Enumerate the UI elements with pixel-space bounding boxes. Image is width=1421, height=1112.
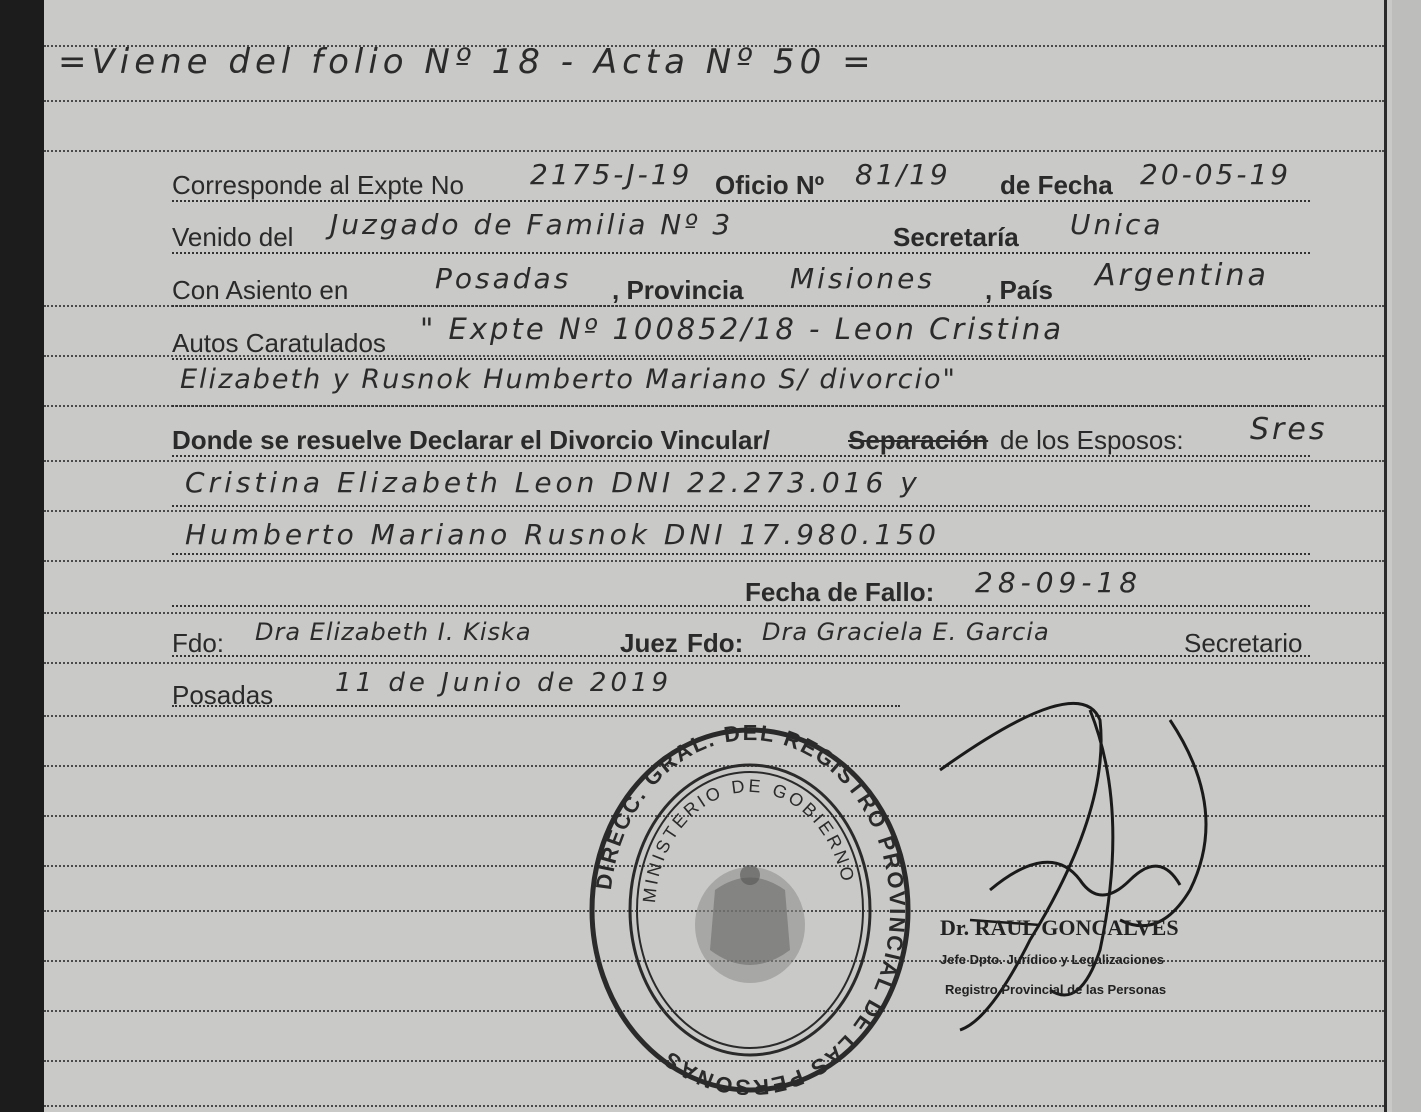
autos-line2: Elizabeth y Rusnok Humberto Mariano S/ divorcio" bbox=[180, 364, 957, 395]
oficio-label: Oficio Nº bbox=[715, 170, 825, 200]
juez-name: Dra Elizabeth I. Kiska bbox=[255, 618, 532, 646]
autos-label: Autos Caratulados bbox=[172, 328, 386, 358]
fecha-value: 20-05-19 bbox=[1140, 158, 1292, 191]
signer-title2: Registro Provincial de las Personas bbox=[945, 982, 1167, 997]
fecha-label: de Fecha bbox=[1000, 170, 1113, 200]
separacion-label: Separación bbox=[848, 425, 989, 455]
juez-label: Juez bbox=[620, 628, 678, 658]
seal-outer-text: DIRECC. GRAL. DEL REGISTRO PROVINCIAL DE LAS PERSONAS bbox=[590, 725, 911, 1095]
secretaria-value: Unica bbox=[1070, 208, 1164, 241]
fill-line bbox=[172, 655, 1310, 657]
esposos-label: de los Esposos: bbox=[1000, 425, 1184, 455]
signature-block bbox=[930, 690, 1250, 1050]
signer-name: Dr. RAUL GONCALVES bbox=[940, 915, 1179, 940]
donde-label: Donde se resuelve Declarar el Divorcio Vincular/ bbox=[172, 425, 770, 455]
fill-line bbox=[172, 455, 1310, 457]
seal-inner-text: MINISTERIO DE GOBIERNO bbox=[638, 775, 859, 904]
ruled-line bbox=[44, 100, 1384, 102]
official-seal bbox=[585, 725, 915, 1095]
oficio-value: 81/19 bbox=[855, 158, 951, 191]
esposos-value: Sres bbox=[1250, 412, 1328, 447]
asiento-label: Con Asiento en bbox=[172, 275, 349, 305]
fill-line bbox=[172, 705, 900, 707]
secretario-name: Dra Graciela E. Garcia bbox=[762, 618, 1050, 646]
pais-value: Argentina bbox=[1095, 258, 1269, 293]
seal-emblem bbox=[695, 865, 805, 983]
seal-svg bbox=[585, 725, 915, 1095]
expte-value: 2175-J-19 bbox=[530, 158, 693, 191]
fdo2-label: Fdo: bbox=[687, 628, 744, 658]
lugar-label: Posadas bbox=[172, 680, 274, 710]
fill-line bbox=[172, 405, 1310, 407]
ruled-line bbox=[44, 612, 1384, 614]
header-note: =Viene del folio Nº 18 - Acta Nº 50 = bbox=[58, 42, 876, 82]
fallo-label: Fecha de Fallo: bbox=[745, 577, 935, 607]
ruled-line bbox=[44, 510, 1384, 512]
provincia-label: , Provincia bbox=[612, 275, 744, 305]
secretario-label: Secretario bbox=[1184, 628, 1303, 658]
corresponde-label: Corresponde al Expte No bbox=[172, 170, 464, 200]
provincia-value: Misiones bbox=[790, 262, 935, 295]
venido-value: Juzgado de Familia Nº 3 bbox=[330, 208, 734, 241]
pais-label: , País bbox=[985, 275, 1053, 305]
asiento-value: Posadas bbox=[435, 262, 572, 295]
ruled-line bbox=[44, 150, 1384, 152]
venido-label: Venido del bbox=[172, 222, 294, 252]
fill-line bbox=[172, 505, 1310, 507]
ruled-line bbox=[44, 460, 1384, 462]
fill-line bbox=[172, 358, 1310, 360]
right-margin-line bbox=[1384, 0, 1387, 1112]
left-binding-edge bbox=[0, 0, 44, 1112]
ruled-line bbox=[44, 662, 1384, 664]
ruled-line bbox=[44, 560, 1384, 562]
ruled-line bbox=[44, 1105, 1384, 1107]
fill-line bbox=[172, 200, 1310, 202]
fill-line bbox=[172, 252, 1310, 254]
fill-line bbox=[172, 305, 1310, 307]
esposo2: Humberto Mariano Rusnok DNI 17.980.150 bbox=[185, 518, 940, 551]
esposo1: Cristina Elizabeth Leon DNI 22.273.016 y bbox=[185, 466, 921, 499]
autos-line1: " Expte Nº 100852/18 - Leon Cristina bbox=[420, 312, 1064, 346]
fdo-label: Fdo: bbox=[172, 628, 225, 658]
lugar-value: 11 de Junio de 2019 bbox=[335, 668, 673, 698]
right-page-edge bbox=[1392, 0, 1421, 1112]
signer-title1: Jefe Dpto. Jurídico y Legalizaciones bbox=[940, 952, 1164, 967]
secretaria-label: Secretaría bbox=[893, 222, 1019, 252]
fill-line bbox=[172, 605, 1310, 607]
fallo-value: 28-09-18 bbox=[975, 566, 1143, 599]
fill-line bbox=[172, 553, 1310, 555]
